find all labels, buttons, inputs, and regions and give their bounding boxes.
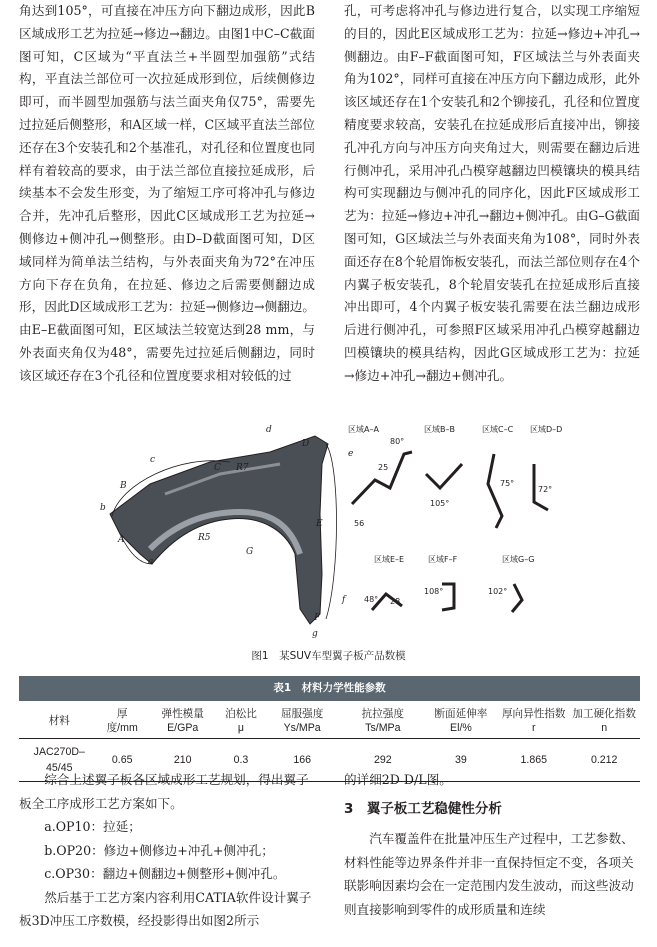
intro-paragraph: 综合上述翼子板各区域成形工艺规划，得出翼子板全工序成形工艺方案如下。 [19, 772, 309, 811]
section-E-E [364, 554, 404, 610]
table-header: 加工硬化指数n [568, 704, 640, 739]
table-header: 泊松比μ [221, 704, 262, 739]
section-G-G [488, 554, 534, 612]
fig-label-d: d [266, 425, 272, 435]
table-cell: 0.3 [221, 739, 262, 782]
svg-text:72°: 72° [538, 485, 553, 494]
table-header: 材料 [19, 704, 100, 739]
svg-text:区域E–E: 区域E–E [374, 555, 405, 564]
table-cell: 292 [343, 739, 423, 782]
table-header-row [19, 704, 640, 739]
fig-label-b: b [100, 503, 106, 513]
figure-caption: 图1 某SUV车型翼子板产品数模 [251, 650, 406, 662]
svg-text:25: 25 [378, 463, 389, 472]
table-cell: 1.865 [499, 739, 568, 782]
svg-text:108°: 108° [424, 587, 444, 596]
svg-text:56: 56 [354, 519, 365, 528]
fender-product-model-figure [90, 424, 650, 644]
table-header: 屈服强度Ys/MPa [261, 704, 343, 739]
bottom-left-text [19, 768, 315, 933]
fig-label-B: B [120, 481, 127, 491]
svg-text:区域D–D: 区域D–D [530, 425, 563, 434]
section-F-F [424, 554, 458, 610]
fig-label-f: f [342, 595, 346, 605]
section-B-B [424, 424, 462, 508]
fig-label-c: c [150, 455, 156, 465]
fig-label-E: E [316, 519, 323, 529]
fig-label-G: G [246, 547, 254, 557]
table-cell: 210 [145, 739, 221, 782]
svg-text:102°: 102° [488, 587, 508, 596]
outro-paragraph: 然后基于工艺方案内容利用CATIA软件设计翼子板3D冲压工序数模，经投影得出如图2所示 [19, 889, 312, 928]
fig-label-g: g [312, 629, 318, 639]
table-header: 抗拉强度Ts/MPa [343, 704, 423, 739]
svg-text:105°: 105° [430, 499, 450, 508]
table-header: 厚向异性指数r [499, 704, 568, 739]
table-cell: 166 [261, 739, 343, 782]
fig-label-F: F [314, 613, 321, 623]
fig-label-A: A [118, 535, 125, 545]
fig-label-R7: R7 [236, 463, 249, 473]
process-step: b.OP20：修边+侧修边+冲孔+侧冲孔； [44, 842, 274, 858]
svg-text:75°: 75° [500, 479, 515, 488]
section-A-A [348, 424, 412, 528]
section-heading: 3 翼子板工艺稳健性分析 [344, 800, 502, 817]
section-C-C [482, 424, 514, 528]
table-cell: 39 [423, 739, 499, 782]
table-cell: 0.212 [568, 739, 640, 782]
process-step: a.OP10：拉延； [44, 819, 141, 834]
right-paragraph: 孔，可考虑将冲孔与修边进行复合，以实现工序缩短的目的，因此E区域成形工艺为：拉延→修边+冲孔→侧翻边。由F–F截面图可知，F区域法兰与外表面夹角为102°，同样可直接在冲压方向下翻边成形，此外该区域还存在1个安装孔和2个铆接孔，孔径和位置度精度要求较高，安装孔在拉延成形后直接冲出，铆接孔冲孔方向与冲压方向夹角过大，则需要在翻边后进行侧冲孔，采用冲孔凸模穿越翻边凹模镶块的模具结构可实现翻边与侧冲孔的同序化，因此F区域成形工艺为：拉延→修边+冲孔→翻边+侧冲孔。由G–G截面图可知，G区域法兰与外表面夹角为108°，同时外表面还存在8个轮眉饰板安装孔，而法兰部位则存在4个内翼子板安装孔，8个轮眉安装孔在拉延成形后直接冲出即可，4个内翼子板安装孔需要在法兰翻边成形后进行侧冲孔，可参照F区域采用冲孔凸模穿越翻边凹模镶块的模具结构，因此G区域成形工艺为：拉延→修边+冲孔→翻边+侧冲孔。 [344, 3, 640, 383]
continuation-text: 的详细2D D/L图。 [344, 772, 452, 787]
fig-label-R5: R5 [198, 533, 211, 543]
table-cell: JAC270D–45/45 [19, 739, 100, 782]
left-paragraph: 角达到105°，可直接在冲压方向下翻边成形，因此B区域成形工艺为拉延→修边→翻边。由图1中C–C截面图可知，C区域为“平直法兰+半圆型加强筋”式结构，平直法兰部位可一次拉延成形到位，后续侧修边即可，而半圆型加强筋与法兰面夹角仅75°，需要先过拉延后侧整形，和A区域一样，C区域平直法兰部位还存在3个安装孔和2个基准孔，对孔径和位置度也同样有着较高的要求，由于法兰部位直接拉延成形，后续基本不会发生形变，为了缩短工序可将冲孔与修边合并，先冲孔后整形，因此C区域成形工艺为拉延→侧修边+侧冲孔→侧整形。由D–D截面图可知，D区域同样为简单法兰结构，与外表面夹角为72°在冲压方向下存在负角，在拉延、修边之后需要侧翻边成形，因此D区域成形工艺为：拉延→侧修边→侧翻边。由E–E截面图可知，E区域法兰较宽达到28 mm，与外表面夹角仅为48°，需要先过拉延后侧翻边，同时该区域还存在3个孔径和位置度要求相对较低的过 [19, 3, 315, 383]
svg-text:80°: 80° [390, 437, 405, 446]
table-header: 弹性模量E/GPa [145, 704, 221, 739]
svg-text:区域C–C: 区域C–C [482, 425, 514, 434]
fender-drawing [110, 436, 337, 624]
fig-label-C: C [214, 463, 221, 473]
svg-text:区域G–G: 区域G–G [502, 555, 535, 564]
left-column-text [19, 0, 315, 388]
svg-text:区域A–A: 区域A–A [348, 425, 379, 434]
fig-label-a: a [148, 557, 154, 567]
bottom-right-text [344, 768, 640, 921]
table-header: 厚度/mm [100, 704, 145, 739]
svg-text:区域F–F: 区域F–F [428, 555, 458, 564]
fig-label-D: D [302, 439, 310, 449]
section-paragraph: 汽车覆盖件在批量冲压生产过程中，工艺参数、材料性能等边界条件并非一直保持恒定不变，各项关联影响因素均会在一定范围内发生波动，而这些波动则直接影响到零件的成形质量和连续 [344, 831, 634, 917]
table-header: 断面延伸率El/% [423, 704, 499, 739]
svg-text:28: 28 [390, 597, 401, 606]
fig-label-e: e [348, 449, 354, 459]
right-column-text [344, 0, 640, 388]
svg-text:区域B–B: 区域B–B [424, 425, 455, 434]
table-title: 表1 材料力学性能参数 [19, 676, 640, 701]
section-D-D [530, 424, 562, 510]
svg-text:48°: 48° [364, 595, 379, 604]
table-cell: 0.65 [100, 739, 145, 782]
process-step: c.OP30：翻边+侧翻边+侧整形+侧冲孔。 [44, 866, 286, 881]
